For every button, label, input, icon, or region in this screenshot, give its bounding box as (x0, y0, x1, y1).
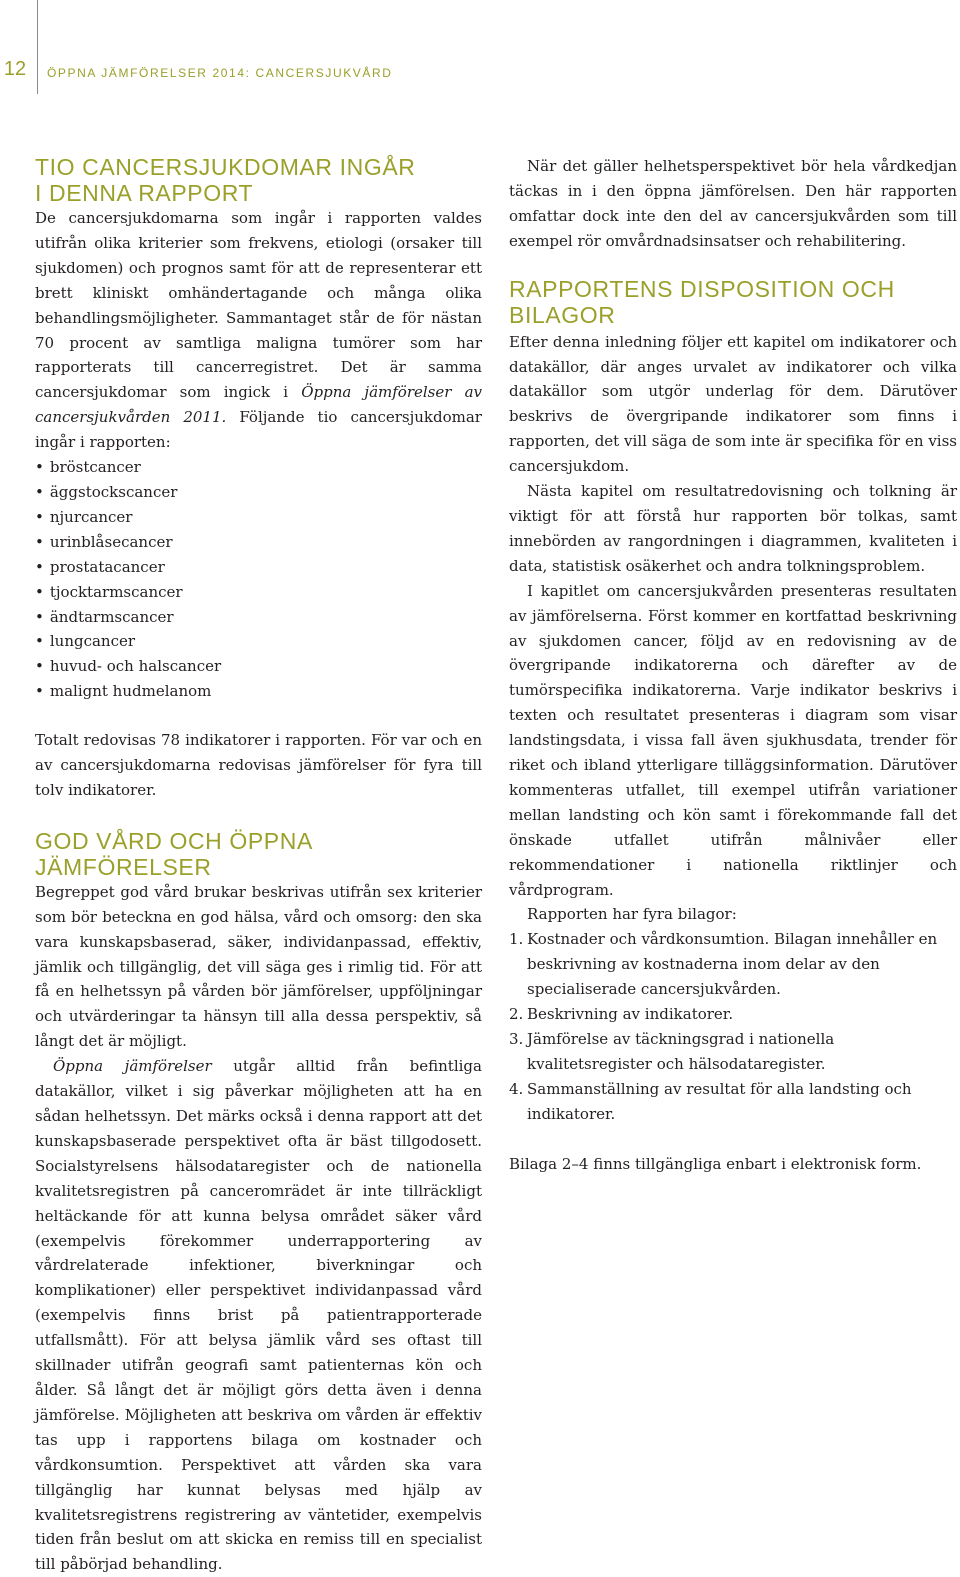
appendix-list-item (509, 1077, 957, 1127)
disease-list-item: • urinblåsecancer (35, 530, 482, 555)
paragraph-datakallor: Öppna jämförelser utgår alltid från befintliga datakällor, vilket i sig påverkar möjligheten att ha en sådan helhetssyn. Det märks också i denna rapport att det kunskapsbaserade perspektivet ofta är bäst tillgodosett. Socialstyrelsens hälsodataregister och de nationella kvalitetsregistren på canceromrädet är inte tillräckligt heltäckande för att kunna belysa området säker vård (exempelvis förekommer underrapportering av vårdrelaterade infektioner, biverkningar och komplikationer) eller perspektivet individanpassad vård (exempelvis finns brist på patientrapporterade utfallsmått). För att belysa jämlik vård ses oftast till skillnader utifrån geografi samt patienternas kön och ålder. Så långt det är möjligt görs detta även i denna jämförelse. Möjligheten att beskriva om vården är effektiv tas upp i rapportens bilaga om kostnader och vårdkonsumtion. Perspektivet att vården ska vara tillgänglig har kunnat belysas med hjälp av kvalitetsregistrens registrering av väntetider, exempelvis tiden från beslut om att skicka en remiss till en specialist till påbörjad behandling. (35, 1057, 482, 1574)
appendix-list-item (509, 927, 957, 1002)
paragraph-resultatredovisning: Nästa kapitel om resultatredovisning och tolkning är viktigt för att förstå hur rapporten bör tolkas, samt innebörden av rangordningen i diagrammen, kvaliteten i data, statistisk osäkerhet och andra tolkningsproblem. (509, 482, 957, 575)
italic-report-title: Öppna jämförelser av cancersjukvården 2011. (35, 383, 482, 427)
running-title: ÖPPNA JÄMFÖRELSER 2014: CANCERSJUKVÅRD (47, 66, 393, 80)
paragraph-bilagor-intro: Rapporten har fyra bilagor: (527, 905, 737, 924)
appendix-text: Sammanställning av resultat för alla landsting och indikatorer. (527, 1079, 912, 1123)
disease-list-item: • njurcancer (35, 505, 482, 530)
heading-line-2: I DENNA RAPPORT (35, 180, 254, 206)
appendix-text: Jämförelse av täckningsgrad i nationella kvalitetsregister och hälsodataregister. (527, 1030, 835, 1073)
paragraph-helhetsperspektiv: När det gäller helhetsperspektivet bör hela vårdkedjan täckas in i den öppna jämförelsen. Den här rapporten omfattar dock inte den del av cancersjukvården som till exempel rör omvårdnadsinsatser och rehabilitering. (509, 157, 957, 250)
paragraph-intro: De cancersjukdomarna som ingår i rapporten valdes utifrån olika kriterier som frekvens, etiologi (orsaker till sjukdomen) och prognos samt för att de representerar ett brett kliniskt omhändertagande och många olika behandlingsmöjligheter. Sammantaget står de för nästan 70 procent av samtliga maligna tumörer som har rapporterats till cancerregistret. Det är samma cancersjukdomar som ingick i Öppna jämförelser av cancersjukvården 2011. Följande tio cancersjukdomar ingår i rapporten: (35, 209, 482, 452)
appendix-list (509, 927, 957, 1126)
appendix-number: 2. (509, 1005, 524, 1024)
disease-list-item: • ändtarmscancer (35, 605, 482, 630)
appendix-number: 3. (509, 1030, 524, 1048)
disease-list-item: • malignt hudmelanom (35, 679, 482, 704)
paragraph-indikatorer-kapitel: Efter denna inledning följer ett kapitel om indikatorer och datakällor, där anges urvalet av indikatorer och vilka datakällor som utgör underlag för dem. Därutöver beskrivs de övergripande indikatorer som finns i rapporten, det vill säga de som inte är specifika för en viss cancersjukdom. (509, 332, 957, 476)
heading-line-1: TIO CANCERSJUKDOMAR INGÅR (35, 154, 416, 180)
header-rule (37, 0, 38, 94)
paragraph-god-vard: Begreppet god vård brukar beskrivas utifrån sex kriterier som bör beteckna en god hälsa, vård och omsorg: den ska vara kunskapsbaserad, säker, individanpassad, effektiv, jämlik och tillgänglig, det vill säga ges i rimlig tid. För att få en helhetssyn på vården bör jämförelser, uppföljningar och utvärderingar ta hänsyn till alla dessa perspektiv, så långt det är möjligt. (35, 882, 482, 1051)
paragraph-cancersjukvarden: I kapitlet om cancersjukvården presenteras resultaten av jämförelserna. Först kommer en kortfattad beskrivning av sjukdomen cancer, följd av en redovisning av de övergripande indikatorerna och därefter av de tumörspecifika indikatorerna. Varje indikator beskrivs i texten och resultatet presenteras i diagram som visar landstingsdata, i vissa fall även sjukhusdata, trender för riket och ibland ytterligare tilläggsinformation. Därutöver kommenteras utfallet, till exempel utifrån variationer mellan landsting och kön samt i förekommande fall det önskade utfallet utifrån målnivåer eller rekommendationer i nationella riktlinjer och vårdprogram. (509, 581, 957, 899)
paragraph-indicator-count: Totalt redovisas 78 indikatorer i rapporten. För var och en av cancersjukdomarna redovisas jämförelser för fyra till tolv indikatorer. (35, 731, 482, 799)
disease-list-item: • huvud- och halscancer (35, 654, 482, 679)
disease-list (35, 455, 482, 704)
page-number: 12 (3, 58, 27, 80)
paragraph-elektronisk-form: Bilaga 2–4 finns tillgängliga enbart i elektronisk form. (509, 1154, 922, 1173)
section-heading-disposition: RAPPORTENS DISPOSITION OCH BILAGOR (509, 275, 895, 328)
appendix-text: Kostnader och vårdkonsumtion. Bilagan innehåller en beskrivning av kostnaderna inom delar av den specialiserade cancersjukvården. (527, 930, 938, 999)
italic-oppna-jamforelser: Öppna jämförelser (53, 1057, 212, 1076)
disease-list-item: • prostatacancer (35, 555, 482, 580)
appendix-number: 1. (509, 930, 524, 949)
appendix-list-item (509, 1002, 957, 1027)
disease-list-item: • lungcancer (35, 629, 482, 654)
section-heading-tio-cancersjukdomar (35, 154, 482, 206)
appendix-text: Beskrivning av indikatorer. (527, 1005, 734, 1024)
right-column (509, 154, 957, 1177)
appendix-number: 4. (509, 1079, 524, 1098)
disease-list-item: • tjocktarmscancer (35, 580, 482, 605)
section-heading-god-vard: GOD VÅRD OCH ÖPPNA JÄMFÖRELSER (35, 827, 312, 880)
disease-list-item: • äggstockscancer (35, 480, 482, 505)
disease-list-item: • bröstcancer (35, 455, 482, 480)
appendix-list-item (509, 1027, 957, 1077)
left-column (35, 154, 482, 1577)
